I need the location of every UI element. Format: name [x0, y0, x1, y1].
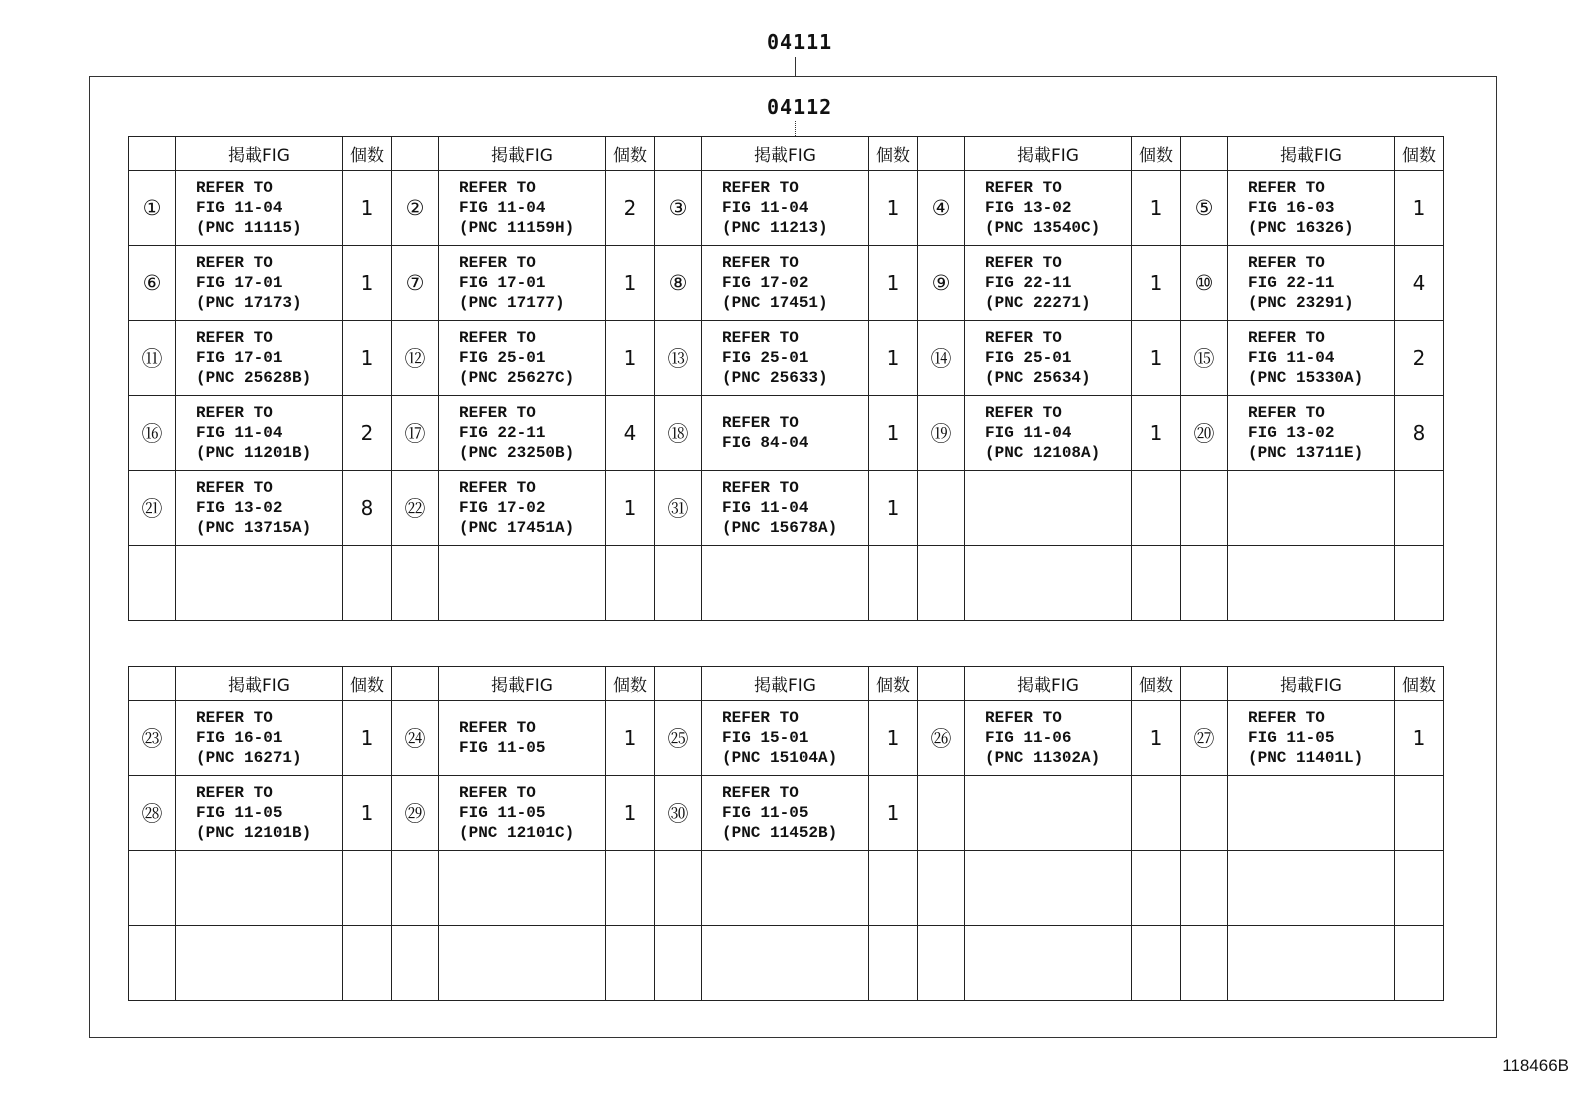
fig-reference-line: REFER TO — [196, 179, 273, 197]
fig-reference-cell — [1228, 396, 1395, 471]
fig-reference-line: FIG 22-11 — [459, 424, 546, 442]
fig-reference-line: REFER TO — [196, 479, 273, 497]
quantity-cell: 1 — [606, 776, 655, 851]
quantity-cell: 1 — [606, 321, 655, 396]
header-qty-cell: 個数 — [1395, 667, 1444, 701]
fig-reference-cell — [702, 471, 869, 546]
item-number-cell — [129, 926, 176, 1001]
quantity-cell — [1395, 926, 1444, 1001]
fig-reference-cell — [702, 926, 869, 1001]
item-number-cell — [392, 851, 439, 926]
fig-reference-cell — [1228, 171, 1395, 246]
item-number-cell: ⑤ — [1181, 171, 1228, 246]
fig-reference-line: FIG 17-01 — [196, 274, 283, 292]
header-qty-cell: 個数 — [869, 137, 918, 171]
fig-reference-line: (PNC 17177) — [459, 294, 565, 312]
fig-reference-line: FIG 13-02 — [985, 199, 1072, 217]
item-number-cell — [1181, 546, 1228, 621]
fig-reference-line: REFER TO — [722, 784, 799, 802]
item-number-cell: ⑩ — [1181, 246, 1228, 321]
fig-reference-cell — [965, 171, 1132, 246]
fig-reference-line: REFER TO — [1248, 404, 1325, 422]
fig-reference-cell — [439, 171, 606, 246]
fig-reference-line: REFER TO — [196, 709, 273, 727]
table-row — [129, 246, 1444, 321]
header-blank-cell — [1181, 137, 1228, 171]
fig-reference-line: (PNC 17451A) — [459, 519, 575, 537]
fig-reference-cell — [1228, 701, 1395, 776]
quantity-cell — [1395, 776, 1444, 851]
item-number-cell: ⑱ — [655, 396, 702, 471]
quantity-cell — [869, 926, 918, 1001]
fig-reference-cell — [439, 246, 606, 321]
item-number-cell: ⑧ — [655, 246, 702, 321]
item-number-cell: ⑯ — [129, 396, 176, 471]
quantity-cell: 1 — [869, 776, 918, 851]
header-fig-cell: 掲載FIG — [702, 667, 869, 701]
fig-reference-line: FIG 16-01 — [196, 729, 283, 747]
quantity-cell — [606, 851, 655, 926]
fig-reference-line: REFER TO — [459, 784, 536, 802]
fig-reference-line: REFER TO — [985, 179, 1062, 197]
fig-reference-line: FIG 11-04 — [459, 199, 546, 217]
table-row — [129, 396, 1444, 471]
fig-reference-line: REFER TO — [459, 329, 536, 347]
quantity-cell: 1 — [343, 701, 392, 776]
quantity-cell — [343, 546, 392, 621]
fig-reference-line: FIG 17-01 — [459, 274, 546, 292]
fig-reference-line: REFER TO — [459, 179, 536, 197]
quantity-cell: 1 — [869, 321, 918, 396]
table-row — [129, 171, 1444, 246]
item-number-cell: ㉕ — [655, 701, 702, 776]
fig-reference-cell — [1228, 546, 1395, 621]
quantity-cell — [606, 546, 655, 621]
fig-reference-cell — [439, 471, 606, 546]
fig-reference-cell — [702, 701, 869, 776]
fig-reference-line: REFER TO — [985, 329, 1062, 347]
header-qty-cell: 個数 — [869, 667, 918, 701]
quantity-cell — [343, 926, 392, 1001]
quantity-cell: 1 — [606, 471, 655, 546]
table-row — [129, 776, 1444, 851]
header-fig-cell: 掲載FIG — [965, 667, 1132, 701]
table-row — [129, 926, 1444, 1001]
header-qty-cell: 個数 — [1395, 137, 1444, 171]
fig-reference-line: (PNC 25634) — [985, 369, 1091, 387]
fig-reference-line: (PNC 13711E) — [1248, 444, 1364, 462]
quantity-cell: 2 — [343, 396, 392, 471]
fig-reference-line: (PNC 11159H) — [459, 219, 575, 237]
header-blank-cell — [1181, 667, 1228, 701]
fig-reference-line: (PNC 22271) — [985, 294, 1091, 312]
item-number-cell: ④ — [918, 171, 965, 246]
fig-reference-cell — [702, 246, 869, 321]
table-row — [129, 546, 1444, 621]
fig-reference-line: FIG 25-01 — [722, 349, 809, 367]
quantity-cell — [1395, 546, 1444, 621]
fig-reference-line: (PNC 25633) — [722, 369, 828, 387]
fig-reference-line: FIG 13-02 — [1248, 424, 1335, 442]
header-qty-cell: 個数 — [606, 667, 655, 701]
fig-reference-line: (PNC 12101C) — [459, 824, 575, 842]
fig-reference-line: REFER TO — [722, 179, 799, 197]
header-blank-cell — [655, 137, 702, 171]
fig-reference-cell — [176, 246, 343, 321]
quantity-cell: 1 — [869, 396, 918, 471]
fig-reference-cell — [176, 396, 343, 471]
fig-reference-line: (PNC 25627C) — [459, 369, 575, 387]
item-number-cell: ㉘ — [129, 776, 176, 851]
fig-reference-line: (PNC 16326) — [1248, 219, 1354, 237]
quantity-cell — [1395, 851, 1444, 926]
fig-reference-line: (PNC 13715A) — [196, 519, 312, 537]
fig-reference-line: (PNC 11302A) — [985, 749, 1101, 767]
fig-reference-cell — [965, 926, 1132, 1001]
item-number-cell — [918, 471, 965, 546]
fig-reference-cell — [176, 546, 343, 621]
quantity-cell: 1 — [1132, 246, 1181, 321]
fig-reference-cell — [439, 321, 606, 396]
fig-reference-line: (PNC 11452B) — [722, 824, 838, 842]
fig-reference-line: (PNC 15678A) — [722, 519, 838, 537]
leader-line-outer — [795, 57, 796, 76]
fig-reference-line: FIG 11-04 — [985, 424, 1072, 442]
fig-reference-line: FIG 11-04 — [1248, 349, 1335, 367]
fig-reference-line: (PNC 15104A) — [722, 749, 838, 767]
parts-table-lower — [128, 666, 1444, 1001]
fig-reference-cell — [176, 171, 343, 246]
fig-reference-cell — [702, 171, 869, 246]
fig-reference-line: FIG 17-01 — [196, 349, 283, 367]
fig-reference-line: FIG 11-04 — [196, 199, 283, 217]
item-number-cell: ⑨ — [918, 246, 965, 321]
quantity-cell: 1 — [606, 246, 655, 321]
fig-reference-line: (PNC 11201B) — [196, 444, 312, 462]
fig-reference-cell — [439, 851, 606, 926]
item-number-cell: ⑫ — [392, 321, 439, 396]
fig-reference-cell — [176, 701, 343, 776]
header-blank-cell — [392, 137, 439, 171]
leader-line-inner — [795, 121, 796, 136]
item-number-cell — [129, 546, 176, 621]
quantity-cell: 8 — [1395, 396, 1444, 471]
fig-reference-line: REFER TO — [985, 709, 1062, 727]
fig-reference-cell — [965, 321, 1132, 396]
quantity-cell: 1 — [1132, 701, 1181, 776]
table-row — [129, 851, 1444, 926]
item-number-cell: ⑳ — [1181, 396, 1228, 471]
quantity-cell: 1 — [1132, 171, 1181, 246]
assembly-code-outer: 04111 — [767, 30, 833, 54]
quantity-cell — [1132, 851, 1181, 926]
fig-reference-line: REFER TO — [722, 329, 799, 347]
item-number-cell — [392, 546, 439, 621]
fig-reference-line: REFER TO — [1248, 254, 1325, 272]
fig-reference-cell — [439, 701, 606, 776]
quantity-cell: 1 — [343, 171, 392, 246]
parts-table-upper — [128, 136, 1444, 621]
fig-reference-line: FIG 11-05 — [459, 804, 546, 822]
quantity-cell — [1395, 471, 1444, 546]
fig-reference-line: FIG 25-01 — [985, 349, 1072, 367]
quantity-cell: 1 — [343, 246, 392, 321]
fig-reference-line: REFER TO — [1248, 179, 1325, 197]
item-number-cell — [918, 546, 965, 621]
fig-reference-cell — [176, 926, 343, 1001]
fig-reference-line: (PNC 11213) — [722, 219, 828, 237]
item-number-cell: ⑮ — [1181, 321, 1228, 396]
quantity-cell — [1132, 776, 1181, 851]
fig-reference-line: REFER TO — [985, 404, 1062, 422]
fig-reference-cell — [1228, 471, 1395, 546]
item-number-cell: ⑰ — [392, 396, 439, 471]
quantity-cell — [869, 851, 918, 926]
header-qty-cell: 個数 — [1132, 137, 1181, 171]
fig-reference-cell — [702, 546, 869, 621]
item-number-cell — [1181, 851, 1228, 926]
header-blank-cell — [392, 667, 439, 701]
fig-reference-line: FIG 11-04 — [722, 499, 809, 517]
item-number-cell: ⑪ — [129, 321, 176, 396]
fig-reference-line: FIG 15-01 — [722, 729, 809, 747]
fig-reference-cell — [702, 776, 869, 851]
fig-reference-cell — [1228, 926, 1395, 1001]
header-qty-cell: 個数 — [343, 137, 392, 171]
fig-reference-line: (PNC 13540C) — [985, 219, 1101, 237]
quantity-cell: 1 — [1395, 701, 1444, 776]
quantity-cell — [606, 926, 655, 1001]
item-number-cell: ㉚ — [655, 776, 702, 851]
fig-reference-line: (PNC 17451) — [722, 294, 828, 312]
quantity-cell: 8 — [343, 471, 392, 546]
fig-reference-cell — [439, 926, 606, 1001]
fig-reference-line: REFER TO — [196, 404, 273, 422]
quantity-cell: 4 — [606, 396, 655, 471]
fig-reference-cell — [176, 471, 343, 546]
item-number-cell — [918, 776, 965, 851]
item-number-cell — [655, 851, 702, 926]
quantity-cell — [1132, 926, 1181, 1001]
fig-reference-cell — [439, 396, 606, 471]
item-number-cell — [1181, 471, 1228, 546]
fig-reference-line: REFER TO — [1248, 329, 1325, 347]
item-number-cell — [1181, 926, 1228, 1001]
fig-reference-cell — [702, 851, 869, 926]
quantity-cell — [1132, 546, 1181, 621]
item-number-cell: ㉛ — [655, 471, 702, 546]
item-number-cell — [655, 546, 702, 621]
fig-reference-line: FIG 17-02 — [722, 274, 809, 292]
fig-reference-line: FIG 11-05 — [459, 739, 546, 757]
item-number-cell: ② — [392, 171, 439, 246]
fig-reference-line: (PNC 11115) — [196, 219, 302, 237]
fig-reference-line: (PNC 23250B) — [459, 444, 575, 462]
fig-reference-line: REFER TO — [196, 784, 273, 802]
quantity-cell: 1 — [1395, 171, 1444, 246]
fig-reference-line: (PNC 15330A) — [1248, 369, 1364, 387]
header-blank-cell — [655, 667, 702, 701]
header-blank-cell — [129, 137, 176, 171]
quantity-cell: 1 — [606, 701, 655, 776]
quantity-cell: 1 — [343, 321, 392, 396]
fig-reference-cell — [965, 396, 1132, 471]
quantity-cell: 4 — [1395, 246, 1444, 321]
table-row — [129, 701, 1444, 776]
fig-reference-line: (PNC 12101B) — [196, 824, 312, 842]
quantity-cell: 1 — [869, 471, 918, 546]
item-number-cell: ⑭ — [918, 321, 965, 396]
quantity-cell: 1 — [869, 701, 918, 776]
header-qty-cell: 個数 — [606, 137, 655, 171]
quantity-cell: 1 — [869, 246, 918, 321]
fig-reference-line: REFER TO — [985, 254, 1062, 272]
fig-reference-line: REFER TO — [459, 479, 536, 497]
assembly-code-inner: 04112 — [767, 95, 833, 119]
fig-reference-line: FIG 22-11 — [985, 274, 1072, 292]
fig-reference-line: FIG 17-02 — [459, 499, 546, 517]
fig-reference-line: (PNC 12108A) — [985, 444, 1101, 462]
fig-reference-cell — [176, 321, 343, 396]
fig-reference-line: FIG 11-04 — [722, 199, 809, 217]
item-number-cell — [918, 851, 965, 926]
header-qty-cell: 個数 — [343, 667, 392, 701]
header-fig-cell: 掲載FIG — [176, 137, 343, 171]
fig-reference-cell — [1228, 776, 1395, 851]
item-number-cell — [1181, 776, 1228, 851]
fig-reference-line: REFER TO — [722, 709, 799, 727]
item-number-cell: ㉑ — [129, 471, 176, 546]
item-number-cell — [655, 926, 702, 1001]
header-blank-cell — [918, 667, 965, 701]
table-row — [129, 471, 1444, 546]
fig-reference-line: REFER TO — [459, 719, 536, 737]
item-number-cell: ⑲ — [918, 396, 965, 471]
quantity-cell: 1 — [869, 171, 918, 246]
header-fig-cell: 掲載FIG — [1228, 137, 1395, 171]
fig-reference-line: (PNC 11401L) — [1248, 749, 1364, 767]
fig-reference-line: REFER TO — [1248, 709, 1325, 727]
fig-reference-line: FIG 11-05 — [1248, 729, 1335, 747]
fig-reference-line: FIG 13-02 — [196, 499, 283, 517]
fig-reference-line: (PNC 25628B) — [196, 369, 312, 387]
item-number-cell: ⑥ — [129, 246, 176, 321]
header-fig-cell: 掲載FIG — [965, 137, 1132, 171]
fig-reference-line: REFER TO — [722, 254, 799, 272]
item-number-cell: ㉓ — [129, 701, 176, 776]
item-number-cell: ㉔ — [392, 701, 439, 776]
item-number-cell — [129, 851, 176, 926]
header-qty-cell: 個数 — [1132, 667, 1181, 701]
fig-reference-line: REFER TO — [722, 414, 799, 432]
quantity-cell — [1132, 471, 1181, 546]
table-header-row — [129, 137, 1444, 171]
fig-reference-cell — [965, 776, 1132, 851]
header-fig-cell: 掲載FIG — [1228, 667, 1395, 701]
fig-reference-line: FIG 11-05 — [196, 804, 283, 822]
item-number-cell — [392, 926, 439, 1001]
fig-reference-cell — [702, 321, 869, 396]
fig-reference-cell — [439, 546, 606, 621]
item-number-cell: ㉖ — [918, 701, 965, 776]
item-number-cell — [918, 926, 965, 1001]
fig-reference-line: FIG 11-05 — [722, 804, 809, 822]
fig-reference-cell — [965, 471, 1132, 546]
header-fig-cell: 掲載FIG — [439, 667, 606, 701]
item-number-cell: ③ — [655, 171, 702, 246]
fig-reference-cell — [439, 776, 606, 851]
fig-reference-line: (PNC 17173) — [196, 294, 302, 312]
quantity-cell: 1 — [1132, 321, 1181, 396]
fig-reference-cell — [1228, 851, 1395, 926]
item-number-cell: ㉒ — [392, 471, 439, 546]
fig-reference-cell — [965, 701, 1132, 776]
item-number-cell: ⑦ — [392, 246, 439, 321]
fig-reference-cell — [965, 246, 1132, 321]
table-header-row — [129, 667, 1444, 701]
fig-reference-line: FIG 11-06 — [985, 729, 1072, 747]
fig-reference-cell — [176, 776, 343, 851]
fig-reference-line: FIG 11-04 — [196, 424, 283, 442]
fig-reference-line: FIG 84-04 — [722, 434, 809, 452]
item-number-cell: ⑬ — [655, 321, 702, 396]
header-blank-cell — [918, 137, 965, 171]
quantity-cell: 2 — [606, 171, 655, 246]
fig-reference-line: REFER TO — [459, 404, 536, 422]
quantity-cell — [869, 546, 918, 621]
fig-reference-line: REFER TO — [722, 479, 799, 497]
header-fig-cell: 掲載FIG — [702, 137, 869, 171]
quantity-cell: 2 — [1395, 321, 1444, 396]
fig-reference-line: (PNC 23291) — [1248, 294, 1354, 312]
header-blank-cell — [129, 667, 176, 701]
fig-reference-cell — [1228, 246, 1395, 321]
header-fig-cell: 掲載FIG — [439, 137, 606, 171]
fig-reference-cell — [702, 396, 869, 471]
fig-reference-cell — [1228, 321, 1395, 396]
drawing-id: 118466B — [1502, 1056, 1569, 1075]
table-row — [129, 321, 1444, 396]
fig-reference-line: FIG 16-03 — [1248, 199, 1335, 217]
item-number-cell: ㉙ — [392, 776, 439, 851]
quantity-cell: 1 — [1132, 396, 1181, 471]
header-fig-cell: 掲載FIG — [176, 667, 343, 701]
fig-reference-line: REFER TO — [459, 254, 536, 272]
fig-reference-cell — [965, 546, 1132, 621]
quantity-cell: 1 — [343, 776, 392, 851]
fig-reference-cell — [965, 851, 1132, 926]
fig-reference-line: FIG 25-01 — [459, 349, 546, 367]
fig-reference-line: REFER TO — [196, 329, 273, 347]
quantity-cell — [343, 851, 392, 926]
fig-reference-line: FIG 22-11 — [1248, 274, 1335, 292]
item-number-cell: ① — [129, 171, 176, 246]
fig-reference-cell — [176, 851, 343, 926]
fig-reference-line: (PNC 16271) — [196, 749, 302, 767]
item-number-cell: ㉗ — [1181, 701, 1228, 776]
fig-reference-line: REFER TO — [196, 254, 273, 272]
